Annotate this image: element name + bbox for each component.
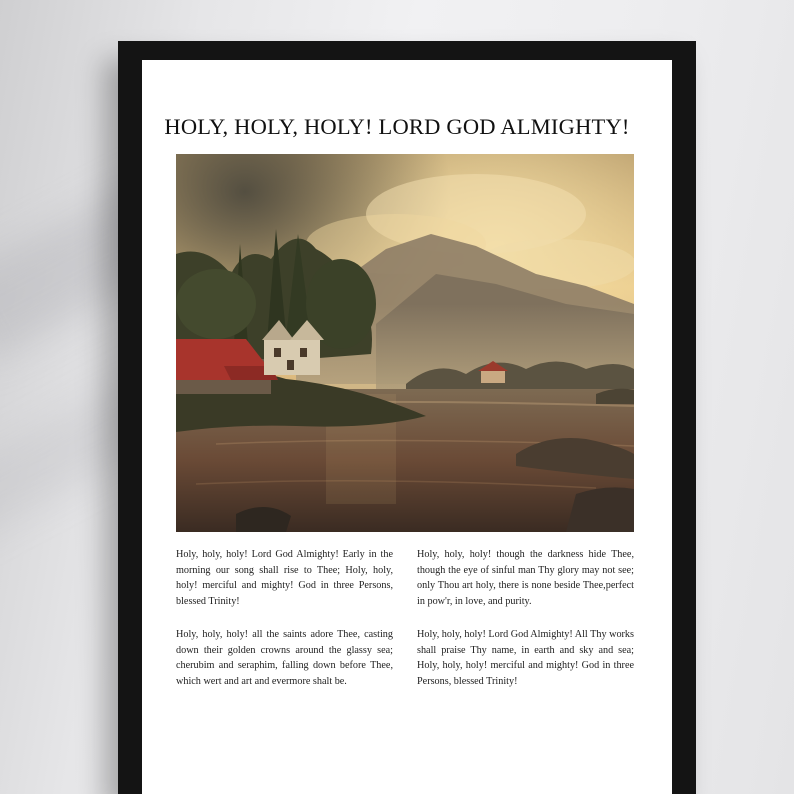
hymn-verse: Holy, holy, holy! all the saints adore Thee, casting down their golden crowns around the glassy sea; cherubim and seraphim, falling down before Thee, which wert and art and evermore shalt be.	[176, 629, 393, 687]
hymn-verse: Holy, holy, holy! Lord God Almighty! All Thy works shall praise Thy name, in earth and sky and sea; Holy, holy, holy! merciful and mighty! God in three Persons, blessed Trinity!	[417, 629, 634, 687]
poster-title: HOLY, HOLY, HOLY! LORD GOD ALMIGHTY!	[164, 114, 630, 139]
landscape-painting	[176, 154, 634, 532]
hymn-verse: Holy, holy, holy! though the darkness hide Thee, though the eye of sinful man Thy glory may not see; only Thou art holy, there is none beside Thee,perfect in pow'r, in love, and purity.	[417, 549, 634, 607]
hymn-verse: Holy, holy, holy! Lord God Almighty! Early in the morning our song shall rise to Thee; Holy, holy, holy! merciful and mighty! God in three Persons, blessed Trinity!	[176, 549, 393, 607]
